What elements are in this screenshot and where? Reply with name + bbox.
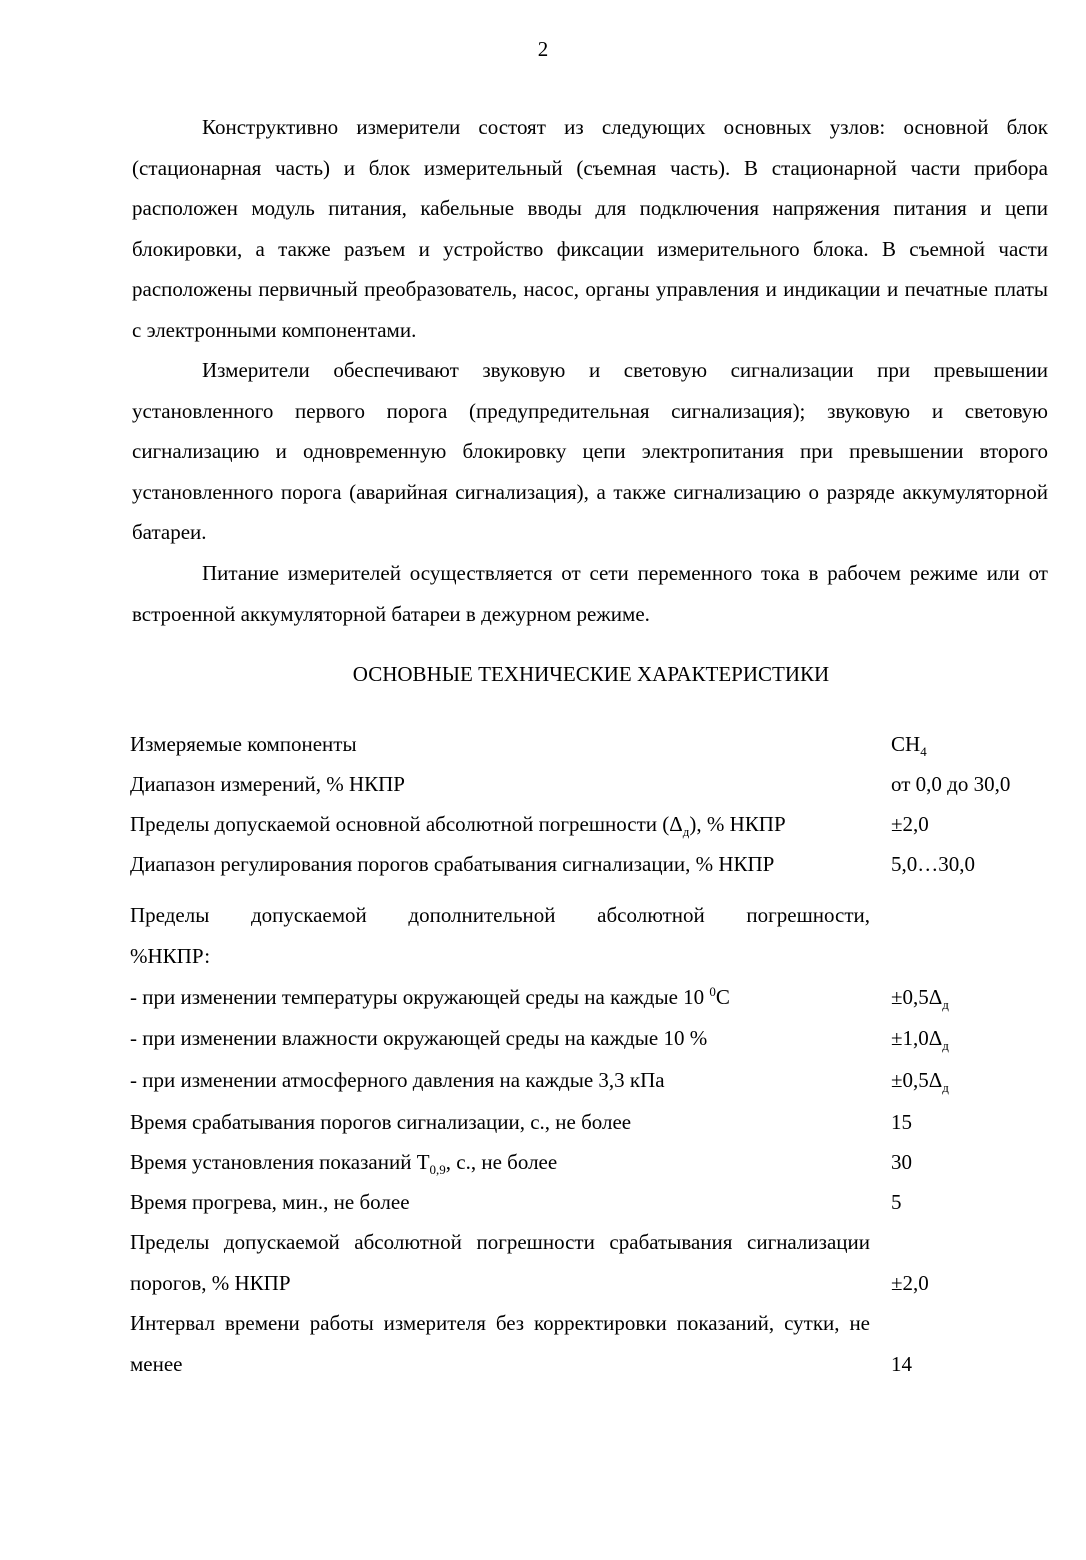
paragraph-alarms bbox=[132, 350, 1048, 553]
section-title: ОСНОВНЫЕ ТЕХНИЧЕСКИЕ ХАРАКТЕРИСТИКИ bbox=[352, 662, 830, 686]
paragraph-text: Питание измерителей осуществляется от сети переменного тока в рабочем режиме или от встроенной аккумуляторной батареи в дежурном режиме. bbox=[132, 561, 1048, 626]
spec-value-main: ±1,0Δ bbox=[891, 1026, 943, 1050]
spec-label bbox=[130, 1149, 558, 1178]
spec-label: %НКПР: bbox=[130, 944, 211, 968]
spec-label-text: С bbox=[715, 985, 730, 1009]
spec-label: Время прогрева, мин., не более bbox=[130, 1190, 410, 1214]
spec-label bbox=[130, 984, 730, 1010]
spec-value: 15 bbox=[891, 1110, 912, 1134]
spec-value-main: ±0,5Δ bbox=[891, 1068, 943, 1092]
spec-value bbox=[891, 1067, 949, 1096]
page-number: 2 bbox=[537, 37, 549, 61]
spec-value: от 0,0 до 30,0 bbox=[891, 772, 1011, 796]
spec-value-main: ±0,5Δ bbox=[891, 985, 943, 1009]
spec-label-subscript: 0,9 bbox=[429, 1162, 446, 1178]
spec-value: ±2,0 bbox=[891, 1271, 929, 1295]
spec-label-text: - при изменении температуры окружающей среды на каждые 10 bbox=[130, 985, 710, 1009]
spec-label-text: Пределы допускаемой дополнительной абсолютной погрешности, bbox=[130, 903, 870, 927]
spec-label: Диапазон измерений, % НКПР bbox=[130, 772, 405, 796]
spec-value-subscript: д bbox=[942, 1080, 949, 1096]
spec-label-text: Время установления показаний Т bbox=[130, 1150, 430, 1174]
spec-label-text: , с., не более bbox=[445, 1150, 558, 1174]
spec-label: Диапазон регулирования порогов срабатывания сигнализации, % НКПР bbox=[130, 852, 775, 876]
spec-label bbox=[130, 811, 786, 840]
spec-label bbox=[130, 902, 870, 928]
spec-value bbox=[891, 1025, 949, 1054]
spec-label: Пределы допускаемой абсолютной погрешности срабатывания сигнализации порогов, % НКПР bbox=[130, 1230, 870, 1295]
spec-label: Время срабатывания порогов сигнализации, с., не более bbox=[130, 1110, 632, 1134]
spec-label: Измеряемые компоненты bbox=[130, 732, 357, 756]
spec-value bbox=[891, 731, 927, 760]
spec-label: Интервал времени работы измерителя без корректировки показаний, сутки, не менее bbox=[130, 1311, 870, 1376]
spec-value: 30 bbox=[891, 1150, 912, 1174]
paragraph-text: Измерители обеспечивают звуковую и световую сигнализации при превышении установленного первого порога (предупредительная сигнализация); звуковую и световую сигнализацию и одновременную блокировку цепи электропитания при превышении второго установленного порога (аварийная сигнализация), а также сигнализацию о разряде аккумуляторной батареи. bbox=[132, 358, 1048, 544]
spec-label: - при изменении атмосферного давления на каждые 3,3 кПа bbox=[130, 1068, 665, 1092]
spec-label-text: Пределы допускаемой основной абсолютной погрешности (Δ bbox=[130, 812, 683, 836]
spec-value-main: CH bbox=[891, 732, 921, 756]
paragraph-power bbox=[132, 553, 1048, 634]
spec-label-text: ), % НКПР bbox=[689, 812, 786, 836]
paragraph-construction bbox=[132, 107, 1048, 350]
spec-label-superscript: 0 bbox=[709, 984, 716, 999]
spec-value: 5,0…30,0 bbox=[891, 852, 975, 876]
spec-label-subscript: д bbox=[682, 824, 690, 840]
spec-value-subscript: д bbox=[942, 1038, 949, 1054]
spec-label: - при изменении влажности окружающей среды на каждые 10 % bbox=[130, 1026, 708, 1050]
paragraph-text: Конструктивно измерители состоят из следующих основных узлов: основной блок (стационарная часть) и блок измерительный (съемная часть). В стационарной части прибора расположен модуль питания, кабельные вводы для подключения напряжения питания и цепи блокировки, а также разъем и устройство фиксации измерительного блока. В съемной части расположены первичный преобразователь, насос, органы управления и индикации и печатные платы с электронными компонентами. bbox=[132, 115, 1048, 342]
spec-value: 5 bbox=[891, 1190, 902, 1214]
spec-value: ±2,0 bbox=[891, 812, 929, 836]
spec-value-subscript: 4 bbox=[920, 744, 927, 760]
spec-value-subscript: д bbox=[942, 997, 949, 1013]
spec-value bbox=[891, 984, 949, 1013]
spec-value: 14 bbox=[891, 1352, 912, 1376]
